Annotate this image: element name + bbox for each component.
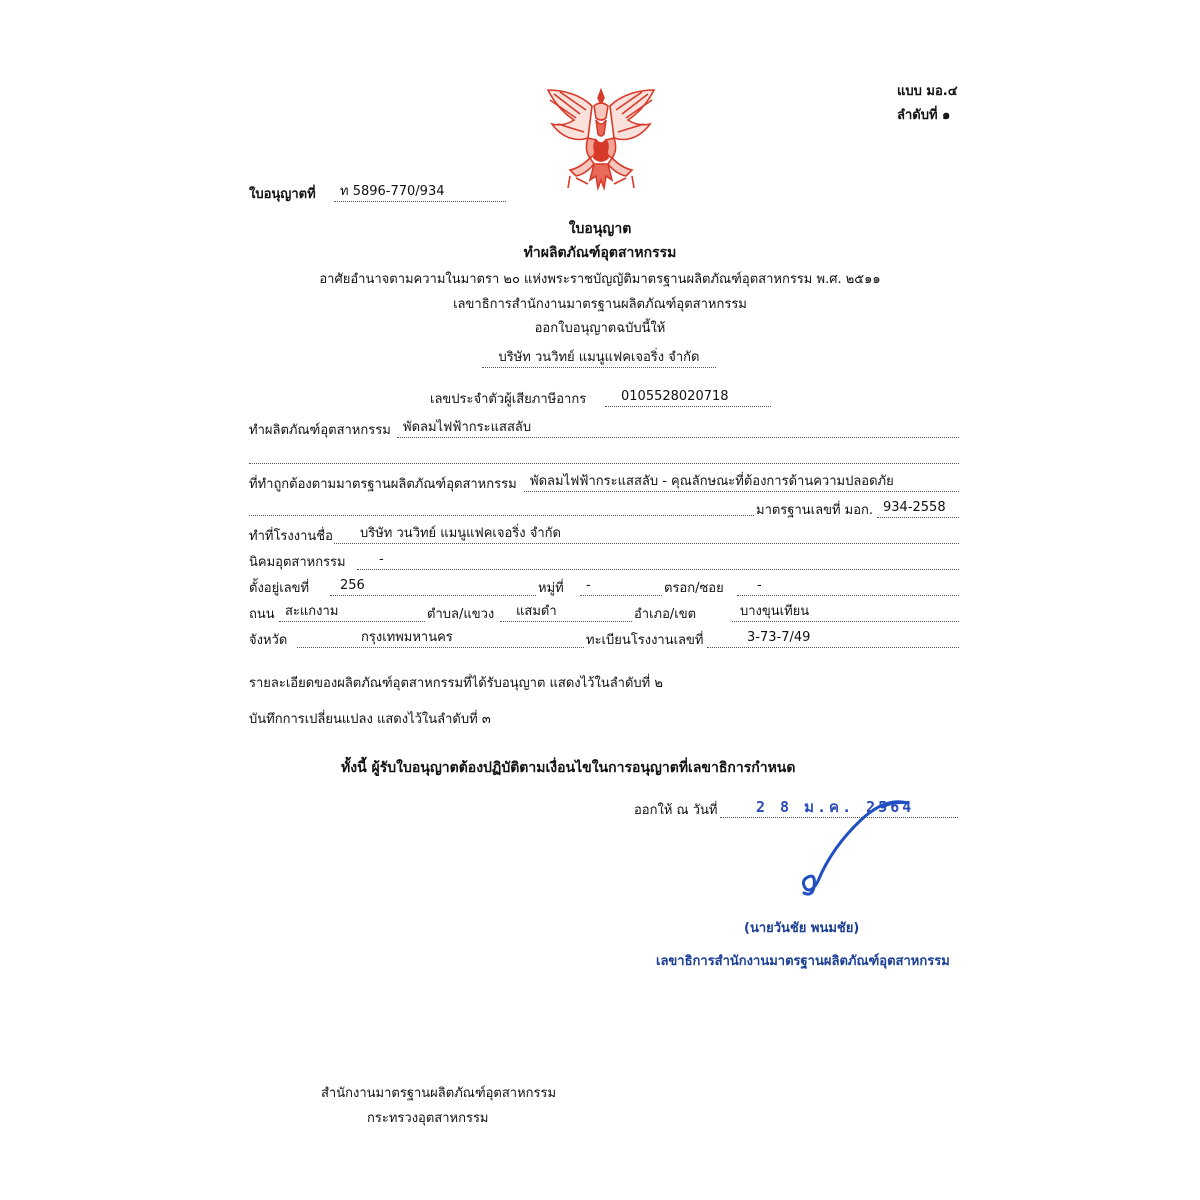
form-sequence: ลำดับที่ ๑ [897, 108, 951, 123]
factory-reg-label: ทะเบียนโรงงานเลขที่ [586, 633, 704, 648]
standard-number-label: มาตรฐานเลขที่ มอก. [756, 503, 874, 518]
district-label: อำเภอ/เขต [634, 607, 697, 622]
details-note: รายละเอียดของผลิตภัณฑ์อุตสาหกรรมที่ได้รับอนุญาต แสดงไว้ในลำดับที่ ๒ [249, 676, 663, 691]
signature-image [790, 795, 920, 905]
subdistrict-label: ตำบล/แขวง [427, 607, 495, 622]
license-number-label: ใบอนุญาตที่ [249, 187, 316, 202]
estate-label: นิคมอุตสาหกรรม [249, 555, 346, 570]
moo-label: หมู่ที่ [538, 581, 564, 596]
standard-label: ที่ทำถูกต้องตามมาตรฐานผลิตภัณฑ์อุตสาหกรรม [249, 477, 517, 492]
signatory-position: เลขาธิการสำนักงานมาตรฐานผลิตภัณฑ์อุตสาหกรรม [656, 954, 950, 969]
document-subtitle: ทำผลิตภัณฑ์อุตสาหกรรม [523, 245, 677, 261]
province-value: กรุงเทพมหานคร [297, 629, 584, 648]
condition-text: ทั้งนี้ ผู้รับใบอนุญาตต้องปฏิบัติตามเงื่อนไขในการอนุญาตที่เลขาธิการกำหนด [341, 760, 796, 776]
issuer-line: เลขาธิการสำนักงานมาตรฐานผลิตภัณฑ์อุตสาหกรรม [453, 297, 747, 312]
document-title: ใบอนุญาต [568, 221, 632, 237]
tax-id-label: เลขประจำตัวผู้เสียภาษีอากร [430, 392, 587, 407]
authority-line: อาศัยอำนาจตามความในมาตรา ๒๐ แห่งพระราชบัญญัติมาตรฐานผลิตภัณฑ์อุตสาหกรรม พ.ศ. ๒๕๑๑ [319, 272, 881, 287]
tax-id-value: 0105528020718 [605, 388, 771, 407]
road-value: สะแกงาม [279, 603, 425, 622]
estate-value: - [357, 551, 959, 570]
garuda-emblem-icon [540, 84, 662, 196]
factory-name: บริษัท วนวิทย์ แมนูแฟคเจอริ่ง จำกัด [334, 525, 959, 544]
form-code: แบบ มอ.๔ [897, 84, 958, 99]
road-label: ถนน [249, 607, 275, 622]
standard-number: 934-2558 [877, 499, 959, 518]
blank-line [249, 463, 959, 464]
license-number: ท 5896-770/934 [334, 183, 506, 202]
subdistrict-value: แสมดำ [500, 603, 632, 622]
soi-value: - [737, 577, 959, 596]
changes-note: บันทึกการเปลี่ยนแปลง แสดงไว้ในลำดับที่ ๓ [249, 712, 491, 727]
moo-value: - [580, 577, 662, 596]
province-label: จังหวัด [249, 633, 288, 648]
issue-date-stamp: 2 8 ม.ค. 2564 [756, 798, 915, 816]
factory-name-label: ทำที่โรงงานชื่อ [249, 529, 333, 544]
soi-label: ตรอก/ซอย [664, 581, 724, 596]
product-label: ทำผลิตภัณฑ์อุตสาหกรรม [249, 423, 391, 438]
address-no: 256 [330, 577, 536, 596]
blank-line [249, 515, 754, 516]
product-value: พัดลมไฟฟ้ากระแสสลับ [397, 419, 959, 438]
standard-value: พัดลมไฟฟ้ากระแสสลับ - คุณลักษณะที่ต้องการด้านความปลอดภัย [524, 473, 959, 492]
licensee-name: บริษัท วนวิทย์ แมนูแฟคเจอริ่ง จำกัด [482, 349, 716, 368]
footer-ministry: กระทรวงอุตสาหกรรม [367, 1111, 489, 1126]
issue-date-label: ออกให้ ณ วันที่ [634, 803, 718, 818]
district-value: บางขุนเทียน [732, 603, 959, 622]
issue-line: ออกใบอนุญาตฉบับนี้ให้ [534, 321, 666, 336]
factory-reg-no: 3-73-7/49 [707, 629, 959, 648]
signatory-name: (นายวันชัย พนมชัย) [744, 921, 860, 936]
footer-office: สำนักงานมาตรฐานผลิตภัณฑ์อุตสาหกรรม [321, 1086, 557, 1101]
address-no-label: ตั้งอยู่เลขที่ [249, 581, 310, 596]
